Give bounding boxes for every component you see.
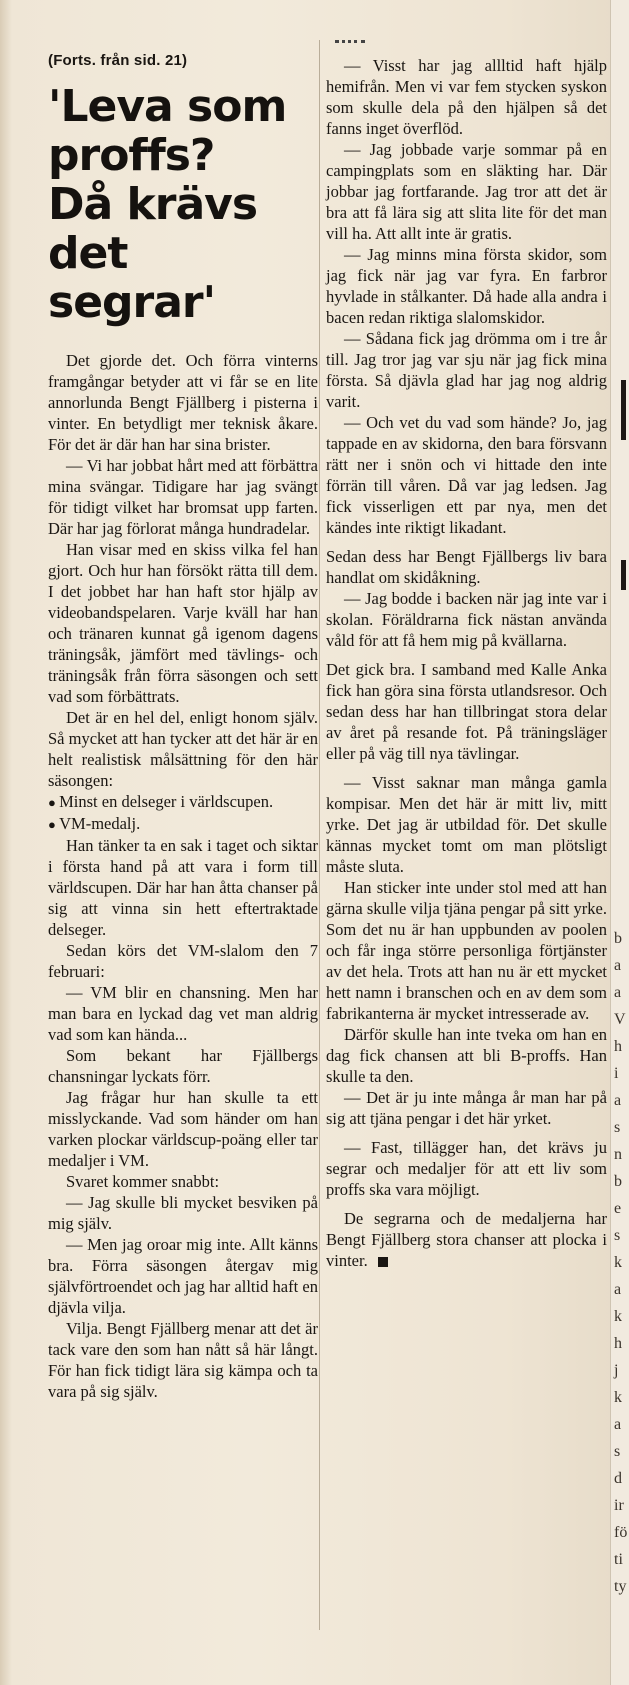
adjacent-page-fragment: s (614, 1227, 621, 1244)
adjacent-page-fragment: k (614, 1389, 622, 1406)
adjacent-page-fragment: b (614, 930, 622, 947)
paragraph: — Jag bodde i backen när jag inte var i skolan. Föräldrarna fick nästan använda våld för att få hem mig på kvällarna. (326, 589, 607, 650)
continuation-note: (Forts. från sid. 21) (48, 52, 188, 69)
closing-text: De segrarna och de medaljerna har Bengt Fjällberg stora chanser att plocka i vinter. (326, 1209, 607, 1270)
paragraph: — VM blir en chansning. Men har man bara en lyckad dag vet man aldrig vad som kan hända... (48, 983, 318, 1044)
headline-line: proffs? (48, 130, 215, 181)
adjacent-page-fragment: V (614, 1011, 626, 1028)
page-fold-shadow (0, 0, 12, 1685)
paragraph: — Det är ju inte många år man har på sig att tjäna pengar i det här yrket. (326, 1088, 607, 1128)
bullet-item: ● VM-medalj. (48, 813, 318, 835)
adjacent-page-fragment: n (614, 1146, 622, 1163)
top-dotted-mark (335, 40, 365, 46)
adjacent-page-fragment: i (614, 1065, 619, 1082)
paragraph: Som bekant har Fjällbergs chansningar lyckats förr. (48, 1046, 318, 1086)
adjacent-page-fragment: ir (614, 1497, 624, 1514)
paragraph: Det gick bra. I samband med Kalle Anka fick han göra sina första utlandsresor. Och sedan dess har han tillbringat stora delar av året på resande fot. På träningsläger eller på väg till nya tävlingar. (326, 660, 607, 763)
paragraph: Det gjorde det. Och förra vinterns framgångar betyder att vi får se en lite annorlunda Bengt Fjällberg i pisterna i vinter. En betydligt mer teknisk åkare. För det är där han har sina brister. (48, 351, 318, 454)
paragraph: — Men jag oroar mig inte. Allt känns bra. Förra säsongen återgav mig självförtroendet och jag har alltid haft en djävla vilja. (48, 1235, 318, 1317)
adjacent-page-fragment: s (614, 1443, 621, 1460)
adjacent-page-fragment: ti (614, 1551, 623, 1568)
adjacent-page-fragment: k (614, 1254, 622, 1271)
bullet-item: ● Minst en delseger i världscupen. (48, 791, 318, 813)
paragraph: — Visst har jag allltid haft hjälp hemifrån. Men vi var fem stycken syskon som skulle dela på den hjälpen så det fanns inget överflöd. (326, 56, 607, 138)
end-of-article-mark (378, 1257, 388, 1267)
paragraph (326, 1208, 607, 1271)
paragraph: Svaret kommer snabbt: (66, 1172, 220, 1191)
paragraph: Han sticker inte under stol med att han gärna skulle vilja tjäna pengar på sitt yrke. Som det nu är han uppbunden av poolen och får inga större personliga förtjänster av det hela. Trots att han nu är ett mycket hett namn i branschen och en av dem som fabrikanterna är mycket intresserade av. (326, 878, 607, 1023)
adjacent-page-fragment: h (614, 1335, 622, 1352)
adjacent-page-fragment: s (614, 1119, 621, 1136)
adjacent-page-fragment: h (614, 1038, 622, 1055)
paragraph: — Och vet du vad som hände? Jo, jag tappade en av skidorna, den bara försvann rätt ner i snön och vi hittade den inte förrän till våren. Då var jag ledsen. Jag fick visserligen ett par nya, men det kändes inte riktigt likadant. (326, 413, 607, 537)
article-column-2 (326, 55, 607, 1271)
paragraph: Det är en hel del, enligt honom själv. Så mycket att han tycker att det här är en helt realistisk målsättning för den här säsongen: (48, 708, 318, 790)
paragraph: Han tänker ta en sak i taget och siktar i första hand på att vara i form till världscupen. Där har han åtta chanser på sig att vinna sin hett eftertraktade delseger. (48, 836, 318, 939)
headline-line: det (48, 228, 128, 279)
adjacent-page-fragment: a (614, 1092, 622, 1109)
paragraph: Därför skulle han inte tveka om han en dag fick chansen att bli B-proffs. Han skulle ta den. (326, 1025, 607, 1086)
article-column-1 (48, 350, 318, 1402)
paragraph: — Jag skulle bli mycket besviken på mig själv. (48, 1193, 318, 1233)
headline-line: Då krävs (48, 179, 258, 230)
adjacent-page-fragment: e (614, 1200, 622, 1217)
adjacent-page-fragment: b (614, 1173, 622, 1190)
adjacent-page-fragment: a (614, 984, 622, 1001)
adjacent-page-fragment: a (614, 957, 622, 974)
paragraph: Sedan körs det VM-slalom den 7 februari: (48, 941, 318, 981)
headline-line: segrar' (48, 277, 216, 328)
adjacent-page-fragment: a (614, 1281, 622, 1298)
article-headline (48, 82, 320, 327)
adjacent-page-bar (621, 380, 626, 440)
paragraph: Jag frågar hur han skulle ta ett misslyckande. Vad som händer om han varken plockar världscup-poäng eller tar medaljer i VM. (48, 1088, 318, 1170)
headline-line: 'Leva som (48, 81, 287, 132)
adjacent-page-bar (621, 560, 626, 590)
paragraph: — Fast, tillägger han, det krävs ju segrar och medaljer för att ett liv som proffs ska vara möjligt. (326, 1138, 607, 1199)
adjacent-page-fragment: ty (614, 1578, 627, 1595)
paragraph: Han visar med en skiss vilka fel han gjort. Och hur han försökt rätta till dem. I det jobbet har han haft stor hjälp av videobandspelaren. Varje kväll har han och tränaren kunnat gå igenom dagens träningsåk, jämfört med tävlings- och träningsåk från förra säsongen och sett vad som förbättrats. (48, 540, 318, 706)
adjacent-page-fragment: d (614, 1470, 622, 1487)
paragraph: — Vi har jobbat hårt med att förbättra mina svängar. Tidigare har jag svängt för tidigt vilket har bromsat upp farten. Där har jag förlorat många hundradelar. (48, 456, 318, 538)
adjacent-page-fragment: k (614, 1308, 622, 1325)
paragraph: Sedan dess har Bengt Fjällbergs liv bara handlat om skidåkning. (326, 547, 607, 587)
paragraph: Vilja. Bengt Fjällberg menar att det är tack vare den som han nått så här långt. För han fick tidigt lära sig kämpa och ta vara på sig själv. (48, 1319, 318, 1401)
paragraph: — Sådana fick jag drömma om i tre år till. Jag tror jag var sju när jag fick mina första. Så djävla glad har jag nog aldrig varit. (326, 329, 607, 411)
adjacent-page-fragment: a (614, 1416, 622, 1433)
adjacent-page-fragment: j (614, 1362, 619, 1379)
paragraph: — Jag minns mina första skidor, som jag fick när jag var fyra. En farbror hyvlade in stålkanter. Då hade alla andra i bacen redan riktiga slalomskidor. (326, 245, 607, 327)
paragraph: — Visst saknar man många gamla kompisar. Men det här är mitt liv, mitt yrke. Det jag är utbildad för. Det skulle kännas mycket tomt om man plötsligt måste sluta. (326, 773, 607, 876)
paragraph: — Jag jobbade varje sommar på en campingplats som en släkting har. Där jobbar jag fortfarande. Jag tror att det är bra att få lära sig att slita lite för det man vill ha. Att allt inte är gratis. (326, 140, 607, 243)
adjacent-page-fragment: fö (614, 1524, 628, 1541)
